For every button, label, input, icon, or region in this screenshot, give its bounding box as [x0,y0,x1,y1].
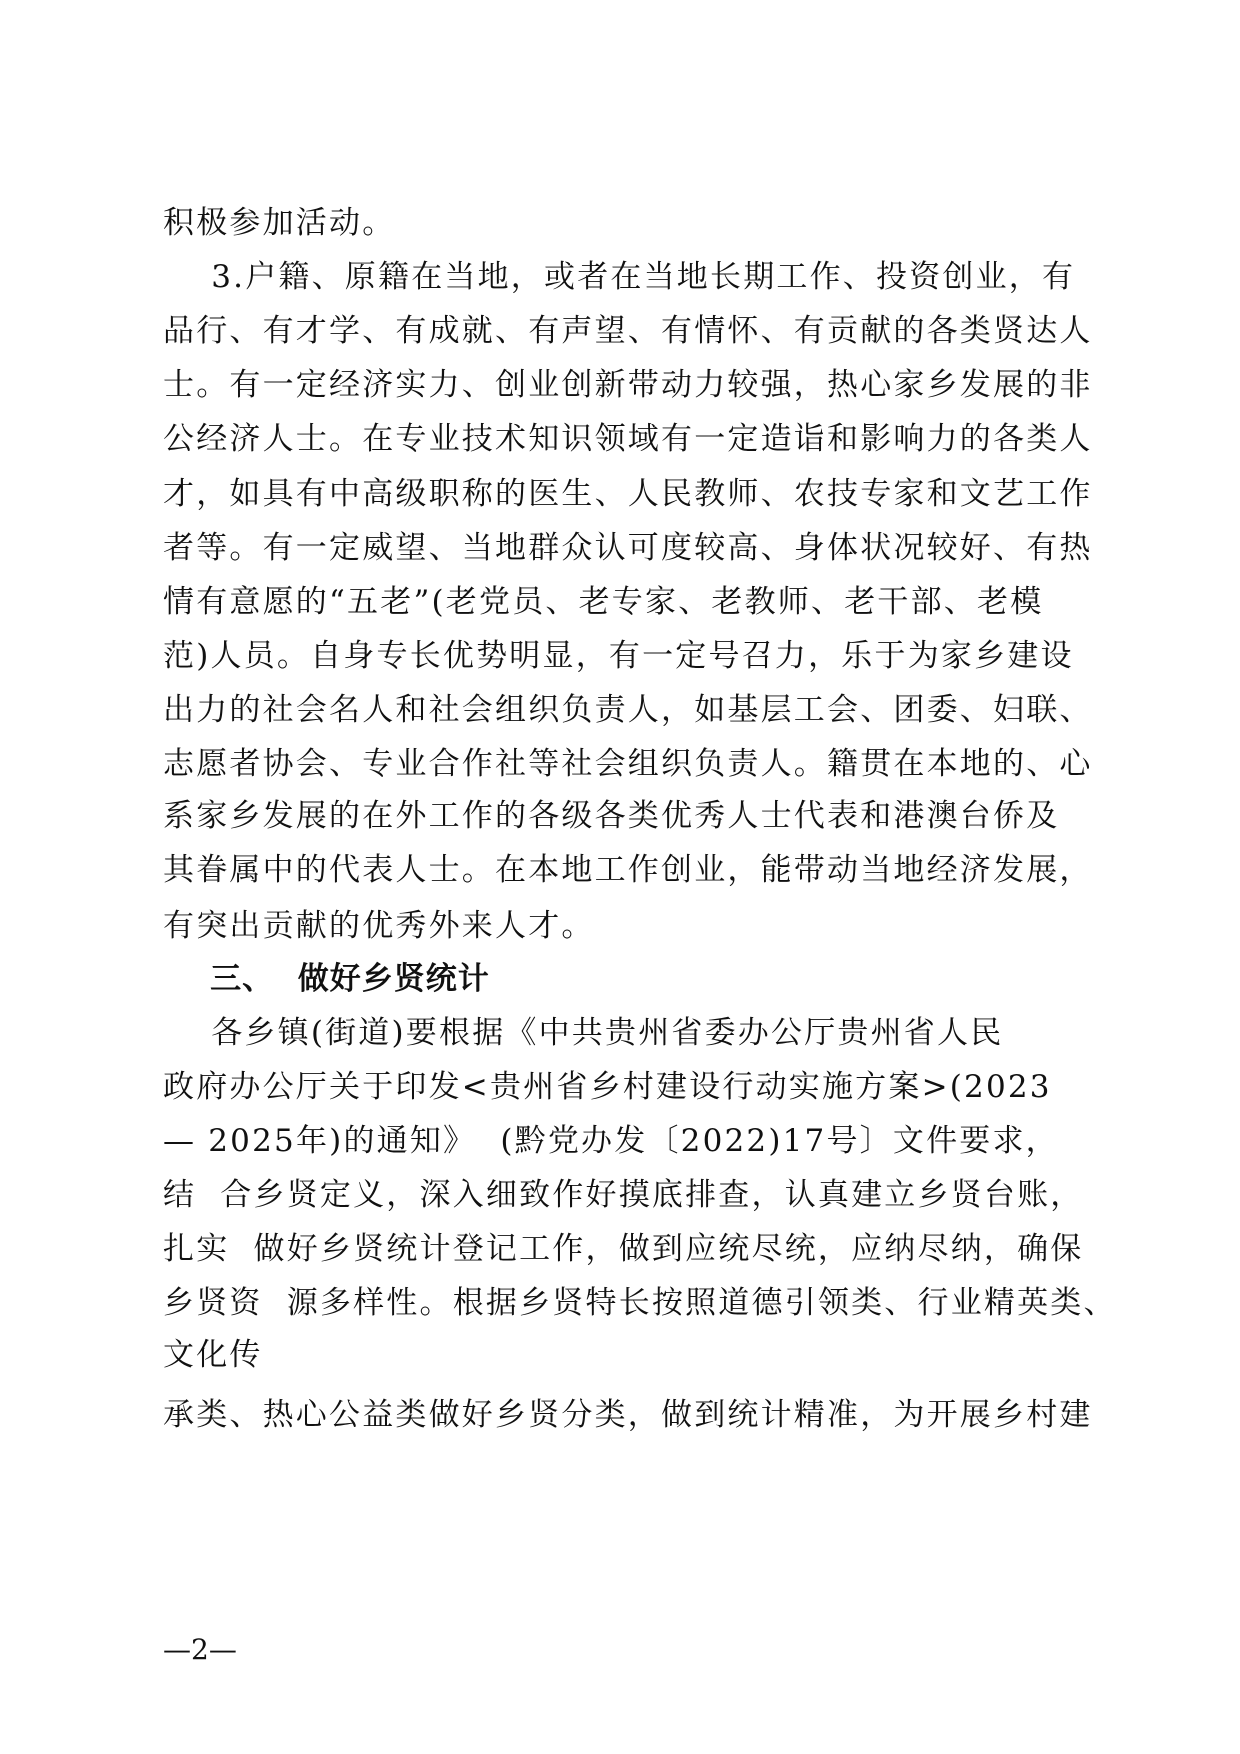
page-number: —2— [163,1633,237,1666]
paragraph-line: 各乡镇(街道)要根据《中共贵州省委办公厅贵州省人民 [163,1015,1004,1051]
paragraph-line: 3.户籍、原籍在当地，或者在当地长期工作、投资创业，有 [163,259,1076,295]
paragraph-line: — 2025年)的通知》 (黔党办发〔2022)17号〕文件要求， [163,1123,1059,1159]
paragraph-line: 其眷属中的代表人士。在本地工作创业，能带动当地经济发展， [163,852,1093,888]
paragraph-line: 者等。有一定威望、当地群众认可度较高、身体状况较好、有热 [163,530,1093,566]
paragraph-line: 扎实 做好乡贤统计登记工作，做到应统尽统，应纳尽纳，确保 [163,1231,1084,1267]
section-heading: 三、 做好乡贤统计 [163,961,490,997]
paragraph-line: 出力的社会名人和社会组织负责人，如基层工会、团委、妇联、 [163,692,1093,728]
paragraph-line: 士。有一定经济实力、创业创新带动力较强，热心家乡发展的非 [163,367,1093,403]
paragraph-line: 乡贤资 源多样性。根据乡贤特长按照道德引领类、行业精英类、 [163,1285,1117,1321]
paragraph-line: 结 合乡贤定义，深入细致作好摸底排查，认真建立乡贤台账， [163,1177,1084,1213]
paragraph-line: 志愿者协会、专业合作社等社会组织负责人。籍贯在本地的、心 [163,746,1093,782]
paragraph-line: 才，如具有中高级职称的医生、人民教师、农技专家和文艺工作 [163,476,1093,512]
paragraph-line: 承类、热心公益类做好乡贤分类，做到统计精准，为开展乡村建 [163,1397,1093,1433]
paragraph-line: 范)人员。自身专长优势明显，有一定号召力，乐于为家乡建设 [163,638,1074,674]
paragraph-line: 文化传 [163,1337,263,1373]
paragraph-line: 积极参加活动。 [163,205,396,241]
paragraph-line: 品行、有才学、有成就、有声望、有情怀、有贡献的各类贤达人 [163,313,1093,349]
paragraph-line: 情有意愿的“五老”(老党员、老专家、老教师、老干部、老模 [163,584,1044,620]
paragraph-line: 有突出贡献的优秀外来人才。 [163,908,595,944]
paragraph-line: 政府办公厅关于印发<贵州省乡村建设行动实施方案>(2023 [163,1069,1052,1105]
paragraph-line: 系家乡发展的在外工作的各级各类优秀人士代表和港澳台侨及 [163,798,1060,834]
paragraph-line: 公经济人士。在专业技术知识领域有一定造诣和影响力的各类人 [163,421,1093,457]
